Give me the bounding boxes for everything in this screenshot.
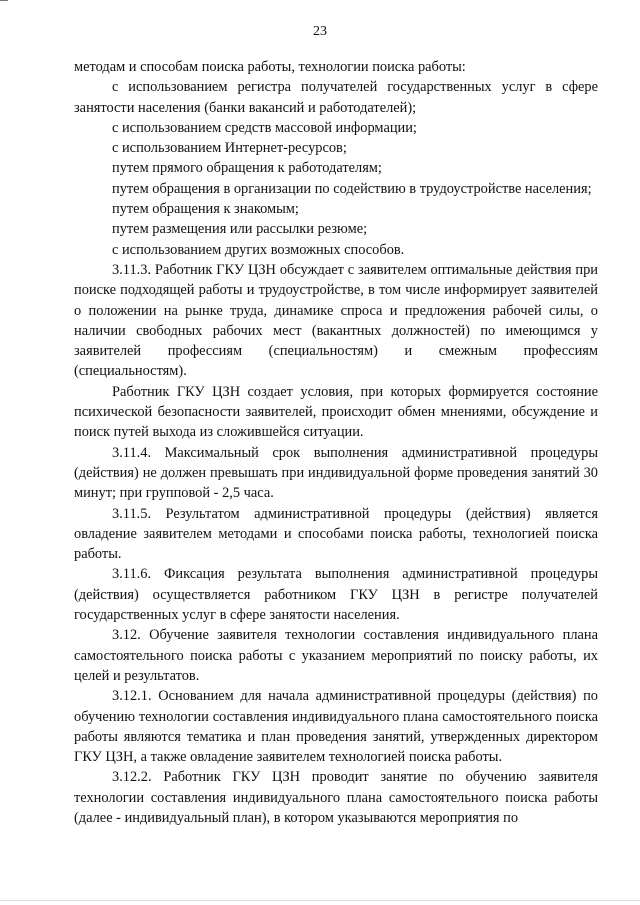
paragraph-safety-conditions: Работник ГКУ ЦЗН создает условия, при которых формируется состояние психической безопасности заявителей, происходит обмен мнениями, обсуждение и поиск путей выхода из сложившейся ситуации.: [74, 383, 598, 441]
list-item-organizations: путем обращения в организации по содействию в трудоустройстве населения;: [112, 180, 592, 197]
scan-bottom-edge: [0, 900, 640, 901]
list-item-other: с использованием других возможных способов.: [112, 241, 405, 258]
document-body: [74, 57, 598, 828]
list-item-resume: путем размещения или рассылки резюме;: [112, 221, 368, 238]
paragraph-3-11-3: 3.11.3. Работник ГКУ ЦЗН обсуждает с заявителем оптимальные действия при поиске подходящей работы и трудоустройстве, в том числе информирует заявителей о положении на рынке труда, динамике спроса и предложения рабочей силы, о наличии свободных рабочих мест (вакантных должностей) по имеющимся у заявителей профессиям (специальностям) и смежным профессиям (специальностям).: [74, 261, 598, 380]
paragraph-3-11-4: 3.11.4. Максимальный срок выполнения административной процедуры (действия) не должен превышать при индивидуальной форме проведения занятий 30 минут; при групповой - 2,5 часа.: [74, 444, 598, 502]
paragraph-3-12-1: 3.12.1. Основанием для начала административной процедуры (действия) по обучению технологии составления индивидуального плана самостоятельного поиска работы являются тематика и план проведения занятий, утвержденных директором ГКУ ЦЗН, а также овладение заявителем технологией поиска работы.: [74, 688, 598, 766]
list-item-register: с использованием регистра получателей государственных услуг в сфере занятости населения (банки вакансий и работодателей);: [74, 79, 598, 116]
paragraph-3-12-2: 3.12.2. Работник ГКУ ЦЗН проводит занятие по обучению заявителя технологии составления индивидуального плана самостоятельного поиска работы (далее - индивидуальный план), в котором указываются мероприятия по: [74, 769, 598, 826]
list-item-acquaintances: путем обращения к знакомым;: [112, 201, 299, 218]
list-item-employers: путем прямого обращения к работодателям;: [112, 160, 382, 177]
paragraph-3-12: 3.12. Обучение заявителя технологии составления индивидуального плана самостоятельного поиска работы с указанием мероприятий по поиску работы, их целей и результатов.: [74, 627, 598, 684]
paragraph-intro: методам и способам поиска работы, технологии поиска работы:: [74, 59, 466, 75]
paragraph-3-11-6: 3.11.6. Фиксация результата выполнения административной процедуры (действия) осуществляется работником ГКУ ЦЗН в регистре получателей государственных услуг в сфере занятости населения.: [74, 566, 598, 624]
paragraph-3-11-5: 3.11.5. Результатом административной процедуры (действия) является овладение заявителем методами и способами поиска работы, технологией поиска работы.: [74, 505, 598, 563]
scan-edge-mark: [0, 0, 8, 1]
list-item-media: с использованием средств массовой информации;: [112, 119, 417, 136]
list-item-internet: с использованием Интернет-ресурсов;: [112, 140, 347, 157]
page-number: 23: [313, 24, 327, 39]
